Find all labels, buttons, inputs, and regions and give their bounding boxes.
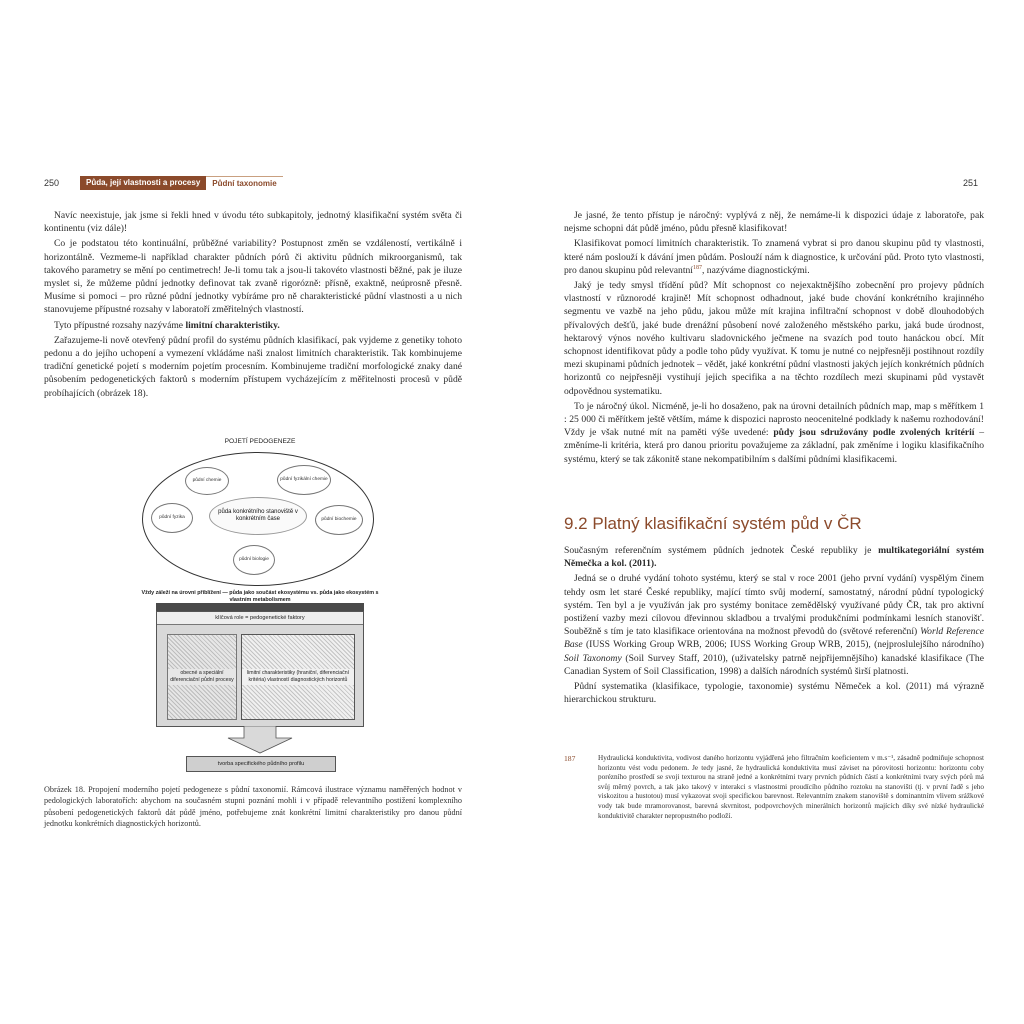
italic-term: Soil Taxonomy	[564, 652, 622, 664]
paragraph: Zařazujeme-li nově otevřený půdní profil do systému půdních klasifikací, pak vyjdeme z genetiky tohoto pedonu a do jejího uchopení a vymezení vkládáme naši znalost limitních charakteristik. Tak kombinujeme tradiční genetické pojetí s moderním pojetím procesním. Kombinujeme tradiční morfologické znaky dané působením pedogenetických faktorů s moderním přístupem vycházejícím z měřitelnosti procesů v půdě probíhajících (obrázek 18).	[44, 334, 462, 399]
text-run: Klasifikovat pomocí limitních charakteristik. To znamená vybrat si pro danou skupinu půd ty vlastnosti, které nám poslouží k dávání jmen půdám. Poslouží nám k diagnostice, k určování půd. Proto tyto vlastnosti, pro danou skupinu půd relevantní	[564, 238, 984, 276]
chapter-title: Půda, její vlastnosti a procesy	[80, 176, 206, 190]
profile-formation-box: tvorba specifického půdního profilu	[186, 756, 336, 772]
paragraph	[44, 319, 462, 332]
key-role-label: klíčová role = pedogenetické faktory	[157, 612, 363, 625]
figure-caption: Obrázek 18. Propojení moderního pojetí pedogeneze s půdní taxonomií. Rámcová ilustrace významu naměřených hodnot v pedologických laboratořích: abychom na současném stupni poznání mohli i v případě relevantního postižení komplexního působení pedogenetických faktorů dát půdě jméno, potřebujeme znát konkrétní limitní charakteristiky pro danou půdní jednotku konkrétních diagnostických horizontů.	[44, 785, 462, 829]
processes-label: obecné a speciální diferenciační půdní procesy	[168, 669, 236, 685]
key-term: limitní charakteristiky.	[185, 319, 280, 331]
text-run: Současným referenčním systémem půdních jednotek České republiky je	[564, 545, 879, 556]
footnote-number: 187	[564, 754, 576, 763]
paragraph: Je jasné, že tento přístup je náročný: vyplývá z něj, že nemáme-li k dispozici údaje z laboratoře, pak nejsme schopni dát půdě jméno, půdu přesně klasifikovat!	[564, 210, 984, 235]
page-number: 251	[962, 178, 978, 188]
bubble-soil-chemistry: půdní chemie	[185, 467, 229, 495]
text-run: Tyto přípustné rozsahy nazýváme	[54, 319, 186, 331]
figure-subtitle: Vždy záleží na úrovni přiblížení — půda jako součást ekosystému vs. půda jako ekosystém s vlastním metabolismem	[141, 590, 379, 603]
paragraph	[564, 400, 984, 466]
section-title: Půdní taxonomie	[206, 176, 282, 190]
figure-divider-band	[156, 603, 364, 611]
paragraph	[564, 572, 984, 678]
running-header	[44, 176, 283, 190]
figure-18	[140, 438, 380, 773]
page-number: 250	[44, 178, 60, 188]
bubble-soil-physics: půdní fyzika	[151, 503, 193, 533]
right-page	[512, 0, 1024, 1024]
key-term: multikategoriální systém Němečka a kol. (2011).	[564, 545, 984, 570]
footnote-reference: 187	[692, 264, 702, 271]
footnote-text: Hydraulická konduktivita, vodivost daného horizontu vyjádřená jeho filtračním koeficientem v m.s⁻¹, zásadně podmiňuje schopnost horizontu vést vodu pedonem. Je tedy jasné, že hydraulická konduktivita musí záviset na pórovitosti horizontu: horizontu coby porézního prostředí se svoji texturou na straně jedné a konkrétními tvary prvních půdních částí a konkrétními tvary svých pórů má svůj měrný povrch, a tak jako takový v interakci s vlastnostmi proudícího půdního roztoku na stanovišti (tj. v první řadě s jeho viskozitou a hustotou) musí vykazovat svoji specifickou barevnost. Relevantním znakem stanoviště s dominantním vlivem srážkové vody tak bude mramorovanost, barevná skvrnitost, podpovrchových minerálních horizontů majících díky své nízké hydraulické konduktivitě charakter nepropustného podloží.	[598, 754, 984, 820]
body-text	[44, 209, 462, 402]
paragraph: Jaký je tedy smysl třídění půd? Mít schopnost co nejexaktnějšího zobecnění pro projevy půdních vlastností v různorodé krajině! Mít schopnost odhadnout, jaké bude chování konkrétního krajinného segmentu ve vazbě na jeho půdu, jakou může mít krajina infiltrační schopnost v době dlouhodobých přívalových dešťů, jaké bude drenážní působení nové založeného městského parku, jaká bude úrodnost, hektarový výnos nového kultivaru sladovnického ječmene na svazích pod touto hanáckou obcí. Mít schopnost identifikovat půdy a podle toho půdy využívat. K tomu je nutné co nejpřesněji postihnout rozdíly mezi skupinami půdních jednotek – vědět, jaké konkrétní půdní vlastnosti jakých jejích konkrétních půdních horizontů co nejpřesněji vystihují jejich specifika a na těchto rozdílech mezi skupinami půd vystavět odpovědnou systematiku.	[564, 280, 984, 397]
pedogenesis-ellipse	[142, 452, 374, 586]
text-run: – změníme-li kritéria, která pro danou prioritu považujeme za základní, pak změníme i logiku klasifikačního systému, který se tak zákonitě stane nekompatibilním s dalšími půdními klasifikacemi.	[564, 427, 985, 465]
central-soil-bubble: půda konkrétního stanoviště v konkrétním čase	[209, 497, 307, 535]
body-text	[564, 209, 984, 468]
limit-characteristics-label: limitní charakteristiky (hraniční, diferenciační kritéria) vlastností diagnostických horizontů	[242, 669, 354, 685]
paragraph: Co je podstatou této kontinuální, průběžné variability? Postupnost změn se vzdáleností, vertikálně i horizontálně. Vezmeme-li například charakter půdních pórů či aktivitu půdních mikroorganismů, tak takového parametry se mění po centimetrech! Je-li tomu tak a jsou-li takovéto vlastnosti běžné, pak je iluze myslet si, že můžeme půdní jednotky definovat tak zvaně rigorózně: přísně, exaktně, neúprosně přesně. Musíme si pomoci – pro různé půdní jednotky vybíráme pro ně charakteristické půdní vlastnosti a u nich stanovujeme přípustné rozsahy v laboratoří změřitelných vlastností.	[44, 238, 462, 316]
text-run: , nazýváme diagnostickými.	[701, 264, 810, 276]
down-arrow-icon	[226, 726, 294, 754]
section-body-text	[564, 544, 984, 708]
factors-box	[156, 611, 364, 727]
bubble-soil-physical-chemistry: půdní fyzikální chemie	[277, 465, 331, 495]
bubble-soil-biochemistry: půdní biochemie	[315, 505, 363, 535]
text-run: (IUSS Working Group WRB, 2006; IUSS Working Group WRB, 2015), (nejproslulejšího národního)	[582, 639, 984, 651]
paragraph	[564, 237, 984, 277]
text-run: Jedná se o druhé vydání tohoto systému, který se stal v roce 2001 (jeho první vydání) vyspělým činem tehdy osm let staré České republiky, mající tímto svůj moderní, samostatný, národní půdní typologický systém. Ten byl a je využíván jak pro systémy bonitace zemědělský využívané půdy ČR, tak pro aktivní postižení vazby mezi cílovou dřevinnou skladbou a trvalými produkčními podmínkami lesních stanovišť. Souběžně s tím je tato klasifikace orientována na možnost převodů do (světové referenční)	[564, 573, 984, 638]
paragraph: Navíc neexistuje, jak jsme si řekli hned v úvodu této subkapitoly, jednotný klasifikační systém světa či kontinentu (viz dále)!	[44, 210, 462, 235]
figure-title: POJETÍ PEDOGENEZE	[224, 438, 296, 445]
processes-box	[167, 634, 237, 720]
paragraph	[564, 544, 984, 570]
text-run: (Soil Survey Staff, 2010), (uživatelsky patrně nejpřijemnějšího) kanadské klasifikace (The Canadian System of Soil Classification, 1998) a dalších národních systémů širší platnosti.	[564, 652, 984, 677]
text-run: To je náročný úkol. Nicméně, je-li ho dosaženo, pak na úrovni detailních půdních map, map s měřítkem 1 : 25 000 či měřítkem ještě větším, máme k dispozici naprosto neocenitelné podklady k našemu rozhodování! Vždy je však nutné mít na paměti výše uvedené:	[564, 400, 984, 439]
bubble-soil-biology: půdní biologie	[233, 545, 275, 575]
italic-term: World Reference Base	[564, 626, 984, 651]
limit-characteristics-box	[241, 634, 355, 720]
paragraph: Půdní systematika (klasifikace, typologie, taxonomie) systému Němeček a kol. (2011) má výrazně hierarchickou strukturu.	[564, 681, 984, 706]
section-heading: 9.2 Platný klasifikační systém půd v ČR	[564, 514, 862, 533]
key-term: půdy jsou sdružovány podle zvolených kritérií	[773, 427, 975, 439]
